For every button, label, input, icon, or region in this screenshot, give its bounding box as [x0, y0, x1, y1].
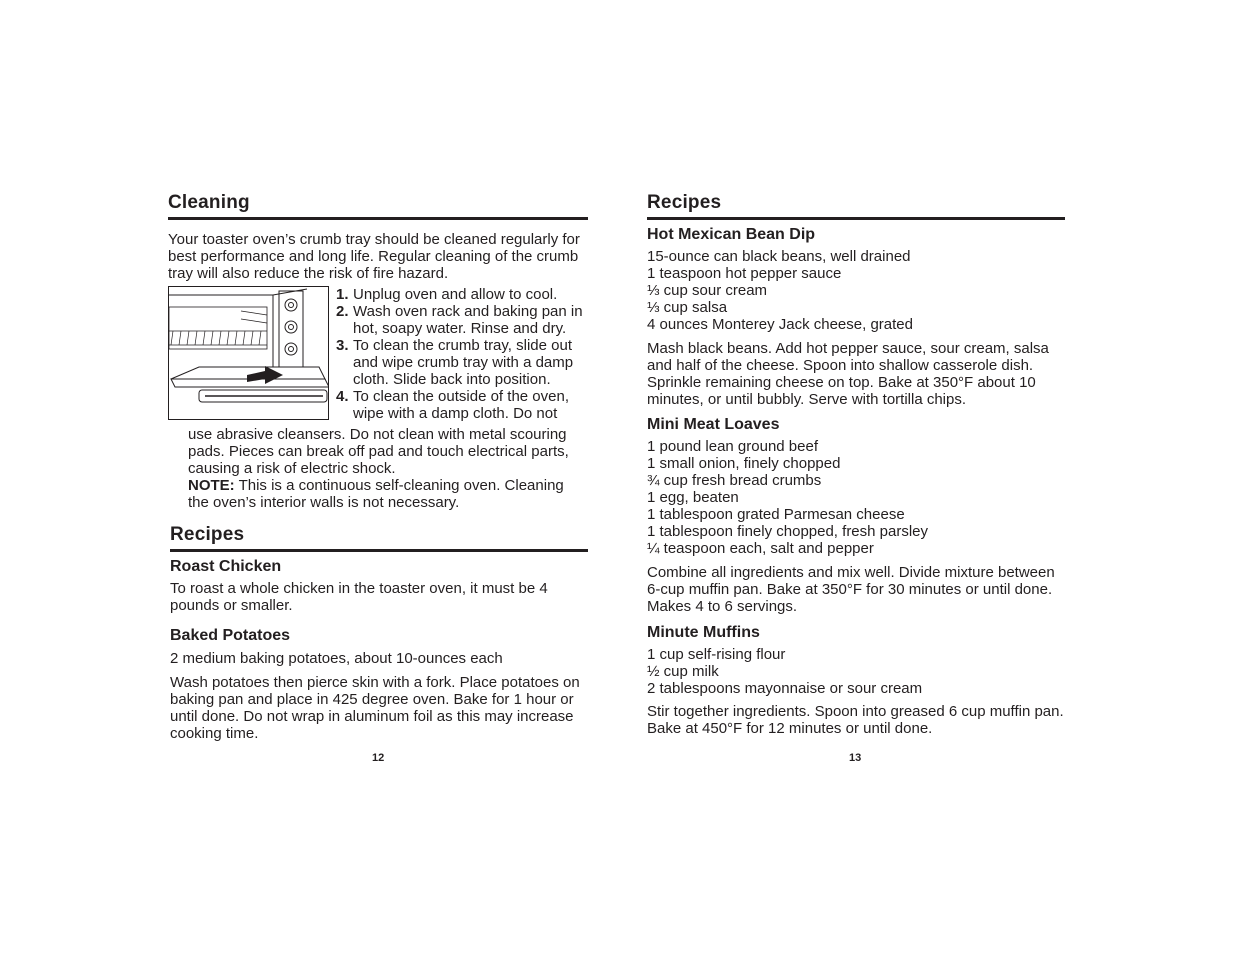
step-4: 4. To clean the outside of the oven, wipe with a damp cloth. Do not	[336, 388, 569, 422]
ingredient: 15-ounce can black beans, well drained	[647, 248, 911, 265]
muffins-ingredients	[647, 646, 1065, 697]
ingredient: ⅓ cup salsa	[647, 299, 728, 316]
ingredient: 1 small onion, finely chopped	[647, 455, 841, 472]
ingredient: 1 tablespoon finely chopped, fresh parsley	[647, 523, 929, 540]
ingredient: ⅓ cup sour cream	[647, 282, 768, 299]
baked-potatoes-title: Baked Potatoes	[170, 627, 291, 644]
baked-potatoes-text: Wash potatoes then pierce skin with a fork. Place potatoes on baking pan and place in 425 degree oven. Bake for 1 hour or until done. Do not wrap in aluminum foil as this may increase cooking time.	[170, 674, 580, 742]
oven-drawing	[169, 287, 329, 420]
ingredient: 1 pound lean ground beef	[647, 438, 818, 455]
page-number-right: 13	[849, 752, 862, 764]
meat-loaves-ingredients	[647, 438, 1065, 557]
muffins-title: Minute Muffins	[647, 624, 760, 641]
left-page	[168, 192, 588, 742]
ingredient: ¼ teaspoon each, salt and pepper	[647, 540, 874, 557]
meat-loaves-text: Combine all ingredients and mix well. Divide mixture between 6-cup muffin pan. Bake at 350°F for 30 minutes or until done. Makes 4 to 6 servings.	[647, 564, 1055, 615]
ingredient: 1 egg, beaten	[647, 489, 739, 506]
cleaning-heading: Cleaning	[168, 192, 588, 220]
roast-chicken-text: To roast a whole chicken in the toaster oven, it must be 4 pounds or smaller.	[170, 580, 548, 614]
note-text: This is a continuous self-cleaning oven. Cleaning the oven’s interior walls is not necessary.	[188, 477, 564, 511]
baked-potatoes-ingredients: 2 medium baking potatoes, about 10-ounces each	[170, 650, 503, 667]
step-3: 3. To clean the crumb tray, slide out and wipe crumb tray with a damp cloth. Slide back into position.	[336, 337, 574, 388]
oven-crumb-tray-illustration	[168, 286, 329, 420]
roast-chicken-title: Roast Chicken	[170, 558, 282, 575]
cleaning-intro: Your toaster oven’s crumb tray should be cleaned regularly for best performance and long life. Regular cleaning of the crumb tray will also reduce the risk of fire hazard.	[168, 231, 580, 282]
bean-dip-title: Hot Mexican Bean Dip	[647, 226, 816, 243]
step-1: 1. Unplug oven and allow to cool.	[336, 286, 558, 303]
note	[188, 477, 588, 511]
bean-dip-text: Mash black beans. Add hot pepper sauce, sour cream, salsa and half of the cheese. Spoon into shallow casserole dish. Sprinkle remaining cheese on top. Bake at 350°F about 10 minutes, or until bubbly. Serve with tortilla chips.	[647, 340, 1049, 408]
right-page	[647, 192, 1065, 737]
ingredient: ½ cup milk	[647, 663, 719, 680]
ingredient: 4 ounces Monterey Jack cheese, grated	[647, 316, 913, 333]
ingredient: ¾ cup fresh bread crumbs	[647, 472, 822, 489]
recipes-heading-left: Recipes	[170, 524, 588, 552]
ingredient: 1 teaspoon hot pepper sauce	[647, 265, 842, 282]
note-label: NOTE:	[188, 477, 235, 494]
ingredient: 1 tablespoon grated Parmesan cheese	[647, 506, 905, 523]
page-number-left: 12	[372, 752, 385, 764]
bean-dip-ingredients	[647, 248, 1065, 333]
meat-loaves-title: Mini Meat Loaves	[647, 416, 780, 433]
recipes-heading-right: Recipes	[647, 192, 1065, 220]
ingredient: 1 cup self-rising flour	[647, 646, 786, 663]
cleaning-steps	[168, 286, 588, 426]
muffins-text: Stir together ingredients. Spoon into greased 6 cup muffin pan. Bake at 450°F for 12 minutes or until done.	[647, 703, 1064, 737]
step-4-continued: use abrasive cleansers. Do not clean with metal scouring pads. Pieces can break off pad and touch electrical parts, causing a risk of electric shock.	[188, 426, 569, 477]
ingredient: 2 tablespoons mayonnaise or sour cream	[647, 680, 923, 697]
step-2: 2. Wash oven rack and baking pan in hot, soapy water. Rinse and dry.	[336, 303, 583, 337]
